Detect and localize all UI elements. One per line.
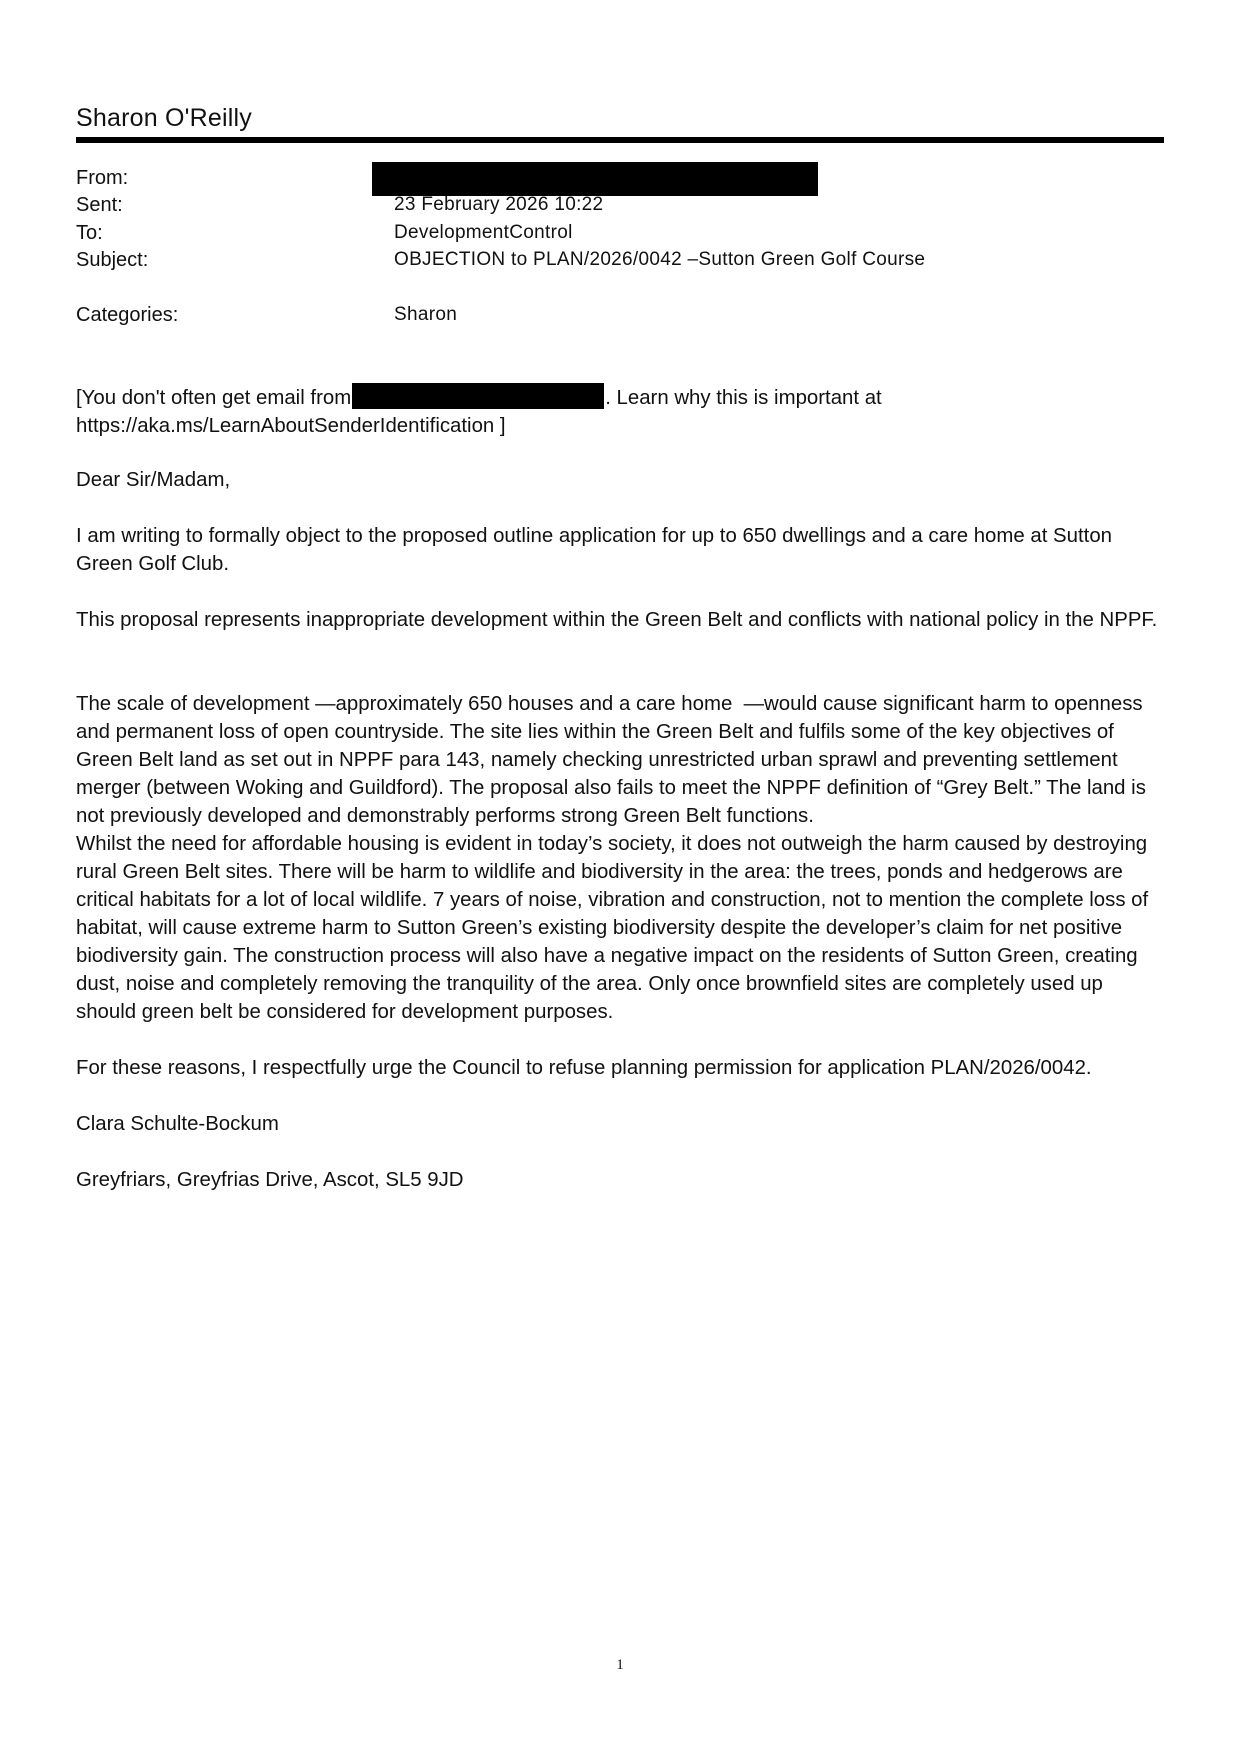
external-sender-notice [76, 383, 1166, 440]
to-value: DevelopmentControl [394, 222, 573, 243]
sent-label: Sent: [76, 194, 123, 216]
categories-label: Categories: [76, 304, 179, 326]
notice-text-before: [You don't often get email from [76, 387, 352, 409]
subject-label: Subject: [76, 249, 149, 271]
signature-name: Clara Schulte-Bockum [76, 1113, 279, 1135]
to-row [76, 222, 1164, 250]
sender-redaction [352, 383, 604, 409]
header-rule [76, 137, 1164, 143]
paragraph-4: Whilst the need for affordable housing is evident in today’s society, it does not outweigh the harm caused by destroying rural Green Belt sites. There will be harm to wildlife and biodiversity in the area: the trees, ponds and hedgerows are critical habitats for a lot of local wildlife. 7 years of noise, vibration and construction, not to mention the complete loss of habitat, will cause extreme harm to Sutton Green’s existing biodiversity despite the developer’s claim for net positive biodiversity gain. The construction process will also have a negative impact on the residents of Sutton Green, creating dust, noise and completely removing the tranquility of the area. Only once brownfield sites are completely used up should green belt be considered for development purposes. [76, 833, 1149, 1023]
paragraph-2: This proposal represents inappropriate development within the Green Belt and conflicts with national policy in the NPPF. [76, 609, 1158, 631]
greeting: Dear Sir/Madam, [76, 469, 231, 491]
paragraph-5: For these reasons, I respectfully urge the Council to refuse planning permission for application PLAN/2026/0042. [76, 1057, 1092, 1079]
from-redaction [372, 162, 818, 196]
from-label: From: [76, 167, 129, 189]
paragraph-1: I am writing to formally object to the proposed outline application for up to 650 dwellings and a care home at Sutton Green Golf Club. [76, 525, 1112, 575]
sent-value: 23 February 2026 10:22 [394, 194, 604, 215]
categories-value: Sharon [394, 304, 458, 325]
subject-row [76, 249, 1164, 277]
from-row [76, 167, 1164, 195]
subject-value: OBJECTION to PLAN/2026/0042 –Sutton Green Golf Course [394, 249, 926, 270]
notice-link[interactable]: https://aka.ms/LearnAboutSenderIdentification ] [76, 415, 506, 437]
notice-text-after: . Learn why this is important at [605, 387, 882, 409]
sent-row [76, 194, 1164, 222]
signature-address: Greyfriars, Greyfrias Drive, Ascot, SL5 9JD [76, 1169, 464, 1191]
categories-row [76, 304, 1164, 332]
to-label: To: [76, 222, 103, 244]
mailbox-owner-name: Sharon O'Reilly [76, 104, 252, 132]
paragraph-3: The scale of development —approximately 650 houses and a care home —would cause significant harm to openness and permanent loss of open countryside. The site lies within the Green Belt and fulfils some of the key objectives of Green Belt land as set out in NPPF para 143, namely checking unrestricted urban sprawl and preventing settlement merger (between Woking and Guildford). The proposal also fails to meet the NPPF definition of “Grey Belt.” The land is not previously developed and demonstrably performs strong Green Belt functions. [76, 693, 1146, 827]
page-number: 1 [616, 1657, 624, 1673]
